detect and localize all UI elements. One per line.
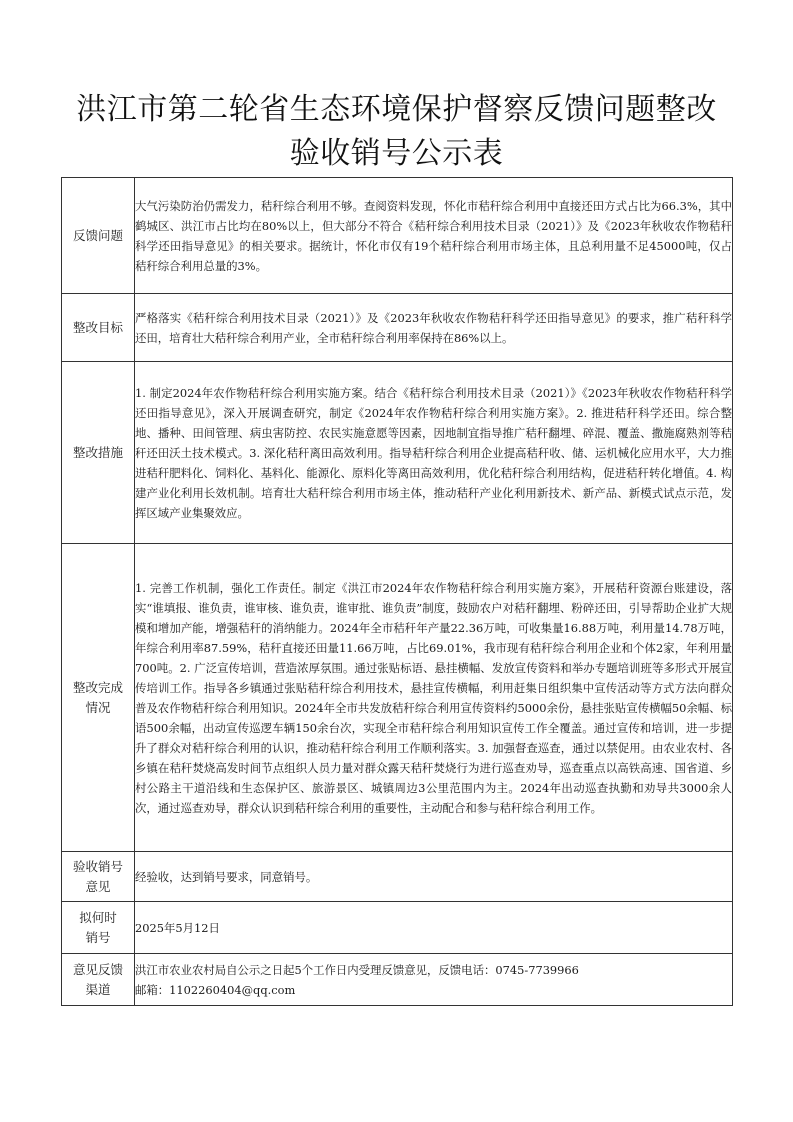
row-acceptance bbox=[62, 852, 733, 902]
label-cancel-date bbox=[62, 902, 135, 954]
label-feedback-line-1: 意见反馈 bbox=[72, 961, 123, 977]
label-acceptance bbox=[62, 852, 135, 902]
feedback-email-text: 邮箱：1102260404@qq.com bbox=[135, 982, 296, 997]
label-cancel-date-line-2: 销号 bbox=[85, 929, 111, 945]
label-feedback bbox=[62, 954, 135, 1006]
label-completion-line-2: 情况 bbox=[85, 699, 111, 715]
content-goal: 严格落实《秸秆综合利用技术目录（2021）》及《2023年秋收农作物秸秆科学还田指导意见》的要求，推广秸秆科学还田，培育壮大秸秆综合利用产业，全市秸秆综合利用率保持在86%以上。 bbox=[135, 294, 733, 362]
label-measures: 整改措施 bbox=[62, 362, 135, 544]
title-line-1: 洪江市第二轮省生态环境保护督察反馈问题整改 bbox=[76, 92, 717, 127]
content-problem: 大气污染防治仍需发力，秸秆综合利用不够。查阅资料发现，怀化市秸秆综合利用中直接还田方式占比为66.3%，其中鹤城区、洪江市占比均在80%以上，但大部分不符合《秸秆综合利用技术目录（2021）》及《2023年秋收农作物秸秆科学还田指导意见》的相关要求。据统计，怀化市仅有19个秸秆综合利用市场主体，且总利用量不足45000吨，仅占秸秆综合利用总量的3%。 bbox=[135, 178, 733, 294]
row-goal bbox=[62, 294, 733, 362]
label-problem: 反馈问题 bbox=[62, 178, 135, 294]
label-acceptance-line-1: 验收销号 bbox=[72, 858, 123, 874]
content-measures: 1. 制定2024年农作物秸秆综合利用实施方案。结合《秸秆综合利用技术目录（2021）》《2023年秋收农作物秸秆科学还田指导意见》，深入开展调查研究，制定《2024年农作物秸秆综合利用实施方案》。2. 推进秸秆科学还田。综合整地、播种、田间管理、病虫害防控、农民实施意愿等因素，因地制宜指导推广秸秆翻埋、碎混、覆盖、撒施腐熟剂等秸秆还田沃土技术模式。3. 深化秸秆离田高效利用。指导秸秆综合利用企业提高秸秆收、储、运机械化应用水平，大力推进秸秆肥料化、饲料化、基料化、能源化、原料化等离田高效利用，优化秸秆综合利用结构，促进秸秆转化增值。4. 构建产业化利用长效机制。培育壮大秸秆综合利用市场主体，推动秸秆产业化利用新技术、新产品、新模式试点示范，发挥区域产业集聚效应。 bbox=[135, 362, 733, 544]
title-line-2: 验收销号公示表 bbox=[289, 136, 504, 171]
feedback-phone-text: 洪江市农业农村局自公示之日起5个工作日内受理反馈意见，反馈电话：0745-7739966 bbox=[135, 962, 579, 977]
row-cancel-date bbox=[62, 902, 733, 954]
rectification-table bbox=[61, 177, 733, 1006]
row-measures bbox=[62, 362, 733, 544]
label-cancel-date-line-1: 拟何时 bbox=[79, 909, 117, 925]
label-completion bbox=[62, 544, 135, 852]
row-feedback bbox=[62, 954, 733, 1006]
row-completion bbox=[62, 544, 733, 852]
content-completion: 1. 完善工作机制，强化工作责任。制定《洪江市2024年农作物秸秆综合利用实施方案》，开展秸秆资源台账建设，落实“谁填报、谁负责，谁审核、谁负责，谁审批、谁负责”制度，鼓励农户对秸秆翻埋、粉碎还田，引导帮助企业扩大规模和增加产能，增强秸秆的消纳能力。2024年全市秸秆年产量22.36万吨，可收集量16.88万吨，利用量14.78万吨，年综合利用率87.59%，秸秆直接还田量11.66万吨，占比69.01%，我市现有秸秆综合利用企业和个体2家，年利用量700吨。2. 广泛宣传培训，营造浓厚氛围。通过张贴标语、悬挂横幅、发放宣传资料和举办专题培训班等多形式开展宣传培训工作。指导各乡镇通过张贴秸秆综合利用技术，悬挂宣传横幅，利用赶集日组织集中宣传活动等方式方法向群众普及农作物秸秆综合利用知识。2024年全市共发放秸秆综合利用宣传资料约5000余份，悬挂张贴宣传横幅50余幅、标语500余幅，出动宣传巡逻车辆150余台次，实现全市秸秆综合利用知识宣传工作全覆盖。通过宣传和培训，进一步提升了群众对秸秆综合利用的认识，推动秸秆综合利用工作顺利落实。3. 加强督查巡查，通过以禁促用。由农业农村、各乡镇在秸秆焚烧高发时间节点组织人员力量对群众露天秸秆焚烧行为进行巡查劝导，巡查重点以高铁高速、国省道、乡村公路主干道沿线和生态保护区、旅游景区、城镇周边3公里范围内为主。2024年出动巡查执勤和劝导共3000余人次，通过巡查劝导，群众认识到秸秆综合利用的重要性，主动配合和参与秸秆综合利用工作。 bbox=[135, 544, 733, 852]
label-completion-line-1: 整改完成 bbox=[72, 679, 123, 695]
label-feedback-line-2: 渠道 bbox=[85, 981, 111, 997]
content-feedback bbox=[135, 954, 733, 1006]
document-title bbox=[0, 88, 793, 176]
label-goal: 整改目标 bbox=[62, 294, 135, 362]
content-acceptance: 经验收，达到销号要求，同意销号。 bbox=[135, 852, 733, 902]
row-problem bbox=[62, 178, 733, 294]
label-acceptance-line-2: 意见 bbox=[85, 878, 111, 894]
content-cancel-date: 2025年5月12日 bbox=[135, 902, 733, 954]
